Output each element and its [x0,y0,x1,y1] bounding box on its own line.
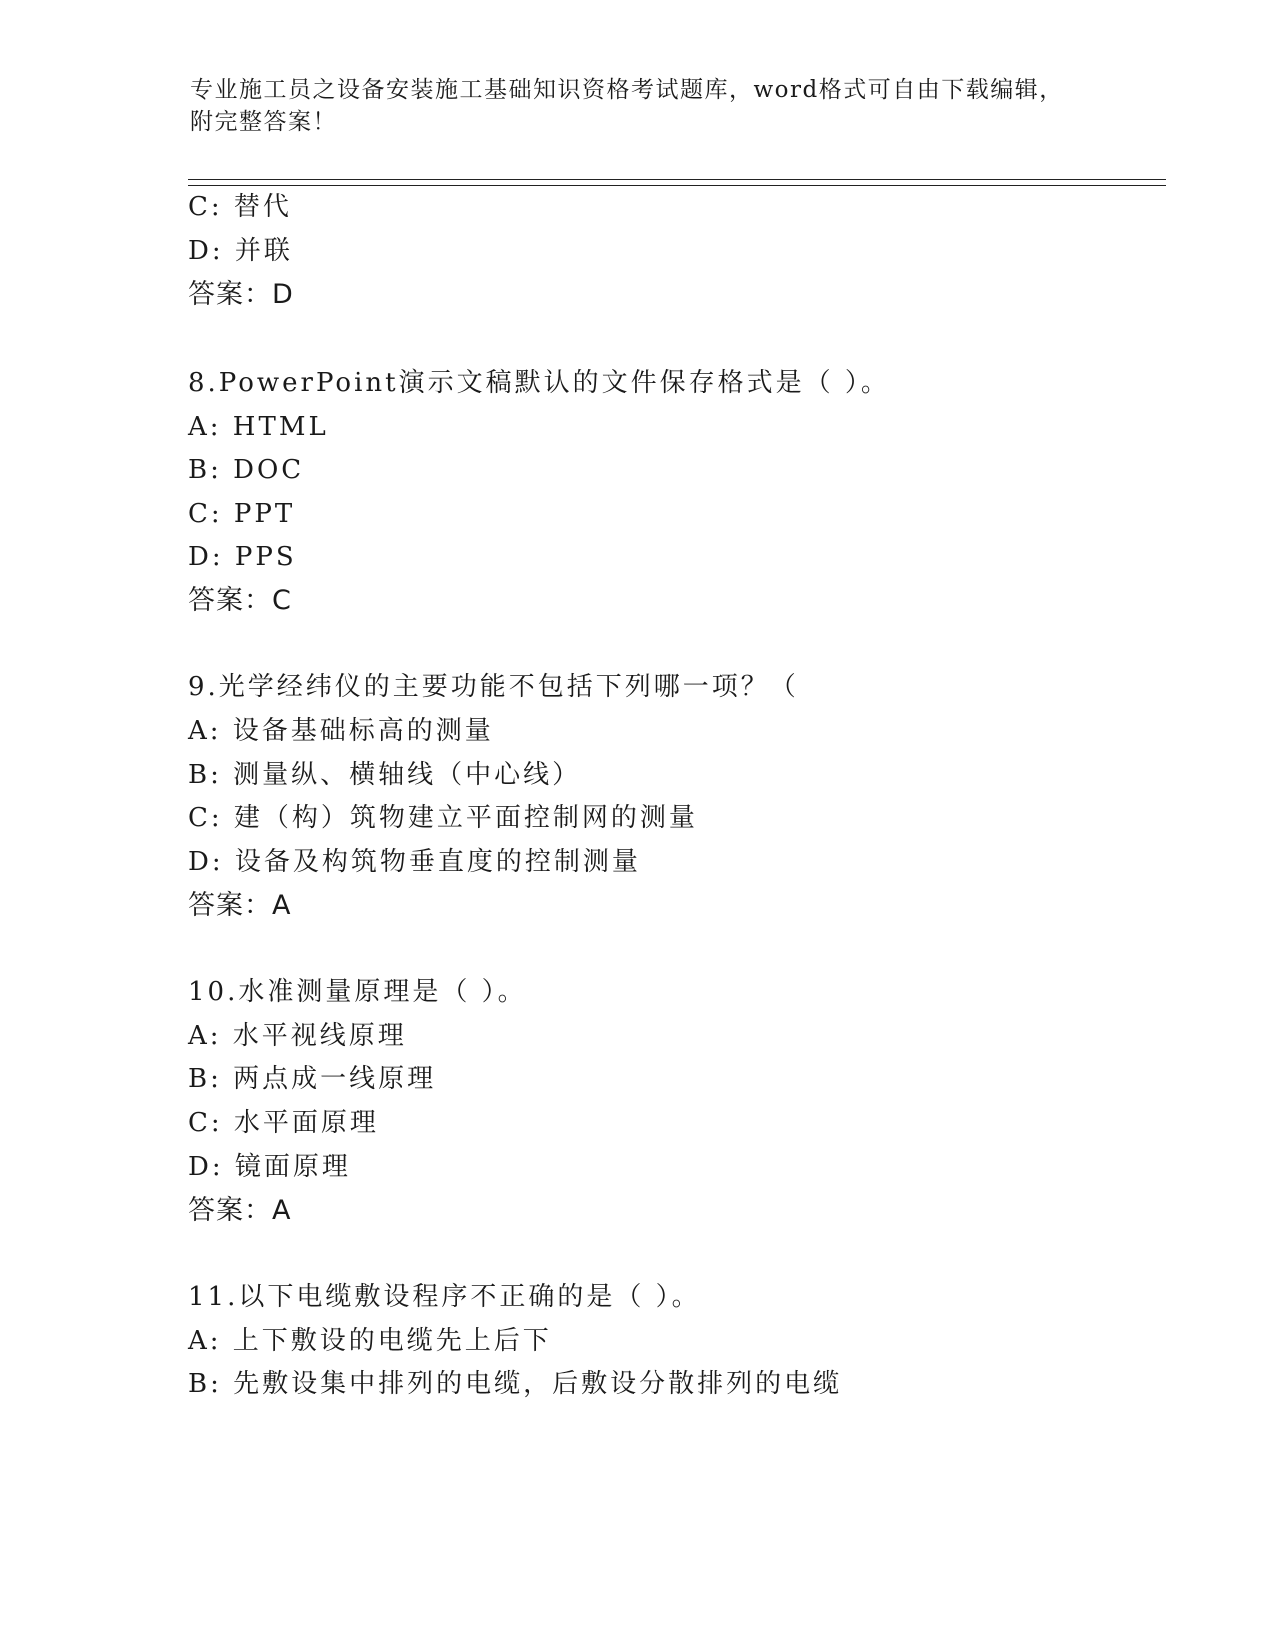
q10-option-b: B: 两点成一线原理 [188,1064,437,1094]
q10-stem: 10.水准测量原理是（ ）。 [188,977,527,1007]
q8-answer: 答案：C [188,585,292,616]
q10-option-c: C: 水平面原理 [188,1108,379,1138]
q9-answer: 答案：A [188,890,292,921]
q9-option-b: B: 测量纵、横轴线（中心线） [188,760,582,790]
document-header [190,74,1090,138]
q9-stem: 9.光学经纬仪的主要功能不包括下列哪一项？（ [188,672,799,702]
q10-option-a: A: 水平视线原理 [188,1021,407,1051]
q8-option-a: A: HTML [188,412,329,442]
q8-option-b: B: DOC [188,455,305,485]
q9-option-a: A: 设备基础标高的测量 [188,716,494,746]
q10-answer: 答案：A [188,1195,292,1226]
q9-option-c: C: 建（构）筑物建立平面控制网的测量 [188,803,698,833]
prev-option-d: D: 并联 [188,236,293,266]
header-divider-top [188,179,1166,180]
q8-stem: 8.PowerPoint演示文稿默认的文件保存格式是（ ）。 [188,368,890,398]
header-divider-bottom [188,185,1166,186]
prev-answer: 答案：D [188,279,294,310]
q8-option-d: D: PPS [188,542,297,572]
q10-option-d: D: 镜面原理 [188,1152,351,1182]
header-line-1: 专业施工员之设备安装施工基础知识资格考试题库，word格式可自由下载编辑， [190,77,1064,103]
q11-stem: 11.以下电缆敷设程序不正确的是（ ）。 [188,1282,701,1312]
prev-option-c: C: 替代 [188,192,292,222]
q11-option-b: B: 先敷设集中排列的电缆，后敷设分散排列的电缆 [188,1369,843,1399]
header-line-2: 附完整答案！ [190,109,337,135]
q11-option-a: A: 上下敷设的电缆先上后下 [188,1326,552,1356]
q8-option-c: C: PPT [188,499,296,529]
q9-option-d: D: 设备及构筑物垂直度的控制测量 [188,847,641,877]
